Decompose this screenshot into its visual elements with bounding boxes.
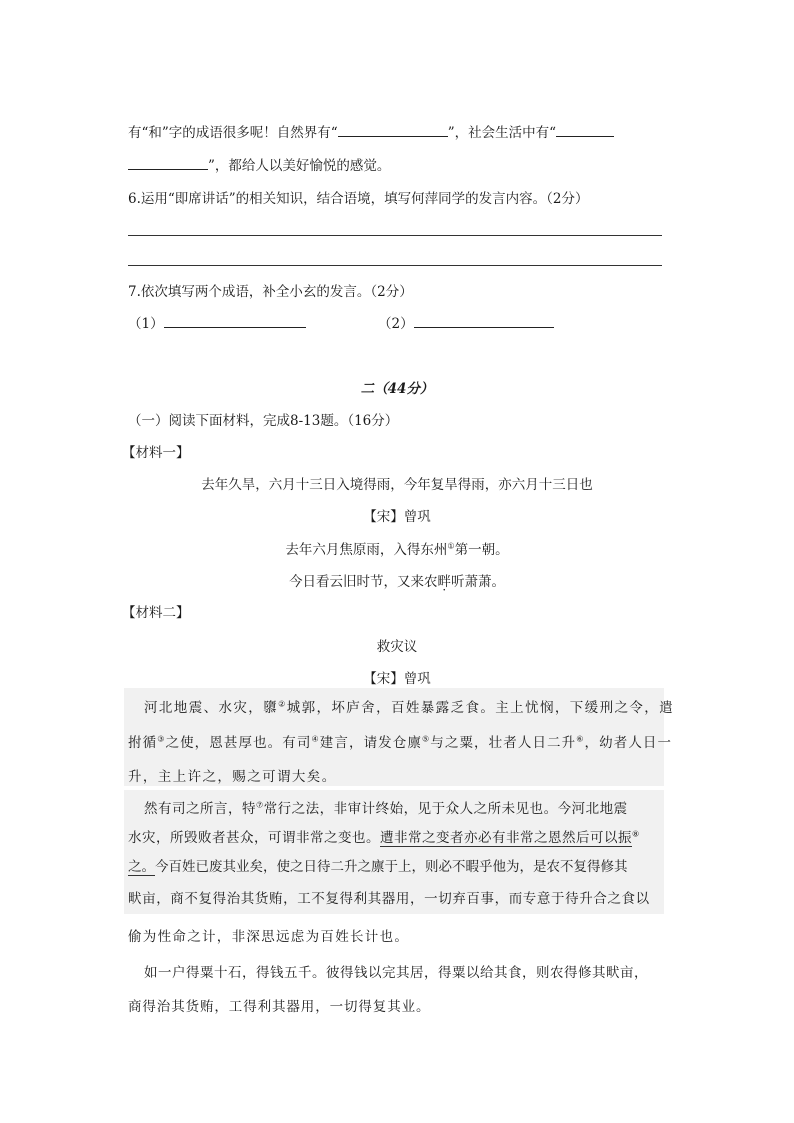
- q5-blank-society-part1[interactable]: [556, 123, 614, 137]
- q6-answer-line-1[interactable]: [128, 235, 662, 236]
- q5-line2-text: ”，都给人以美好愉悦的感觉。: [208, 158, 391, 174]
- p1-l1-a: 河北地震、水灾，隳: [144, 700, 279, 716]
- q5-line1-text-a: 有“和”字的成语很多呢！自然界有“: [128, 125, 338, 141]
- material1-poem-line1: [0, 538, 794, 558]
- material1-poem-title: 去年久旱，六月十三日入境得雨，今年复旱得雨，亦六月十三日也: [201, 477, 593, 493]
- q5-line1-text-b: ”，社会生活中有“: [447, 125, 557, 141]
- q7-blank-2[interactable]: [414, 314, 554, 328]
- footnote-5: ⑤: [421, 734, 431, 744]
- footnote-3: ③: [157, 734, 166, 744]
- section-subtitle: （一）阅读下面材料，完成8-13题。（16分）: [128, 413, 399, 429]
- material2-author: 【宋】曾巩: [363, 671, 431, 687]
- poem-line1-text-a: 去年六月焦原雨，入得东州: [285, 542, 448, 558]
- q7-label-1: （1）: [128, 316, 164, 332]
- q6-answer-line-2[interactable]: [128, 265, 662, 266]
- emphasis-dot-char: 畔: [437, 574, 451, 590]
- poem-line2-text-b: 听萧萧。: [451, 574, 505, 590]
- p2-l1-a: 然有司之所言，特: [144, 801, 256, 817]
- q6-question: 6.运用“即席讲话”的相关知识，结合语境，填写何萍同学的发言内容。（2分）: [128, 191, 589, 207]
- q5-line1: [128, 121, 614, 141]
- material1-label: 【材料一】: [122, 445, 190, 461]
- q5-blank-nature[interactable]: [338, 123, 448, 137]
- q7-question: 7.依次填写两个成语，补全小玄的发言。（2分）: [128, 284, 413, 300]
- p2-l1-b: 常行之法，非审计终始，见于众人之所未见也。今河北地震: [263, 801, 628, 817]
- footnote-7: ⑦: [256, 800, 264, 810]
- p3-line-1: 如一户得粟十石，得钱五千。彼得钱以完其居，得粟以给其食，则农得修其畎亩，: [144, 965, 648, 981]
- p1-l1-b: 城郭，坏庐舍，百姓暴露乏食。主上忧悯，下缓刑之令，遣: [286, 700, 675, 716]
- p1-l2-c: 建言，请发仓廪: [319, 735, 422, 751]
- p2-l3-b: 今百姓已废其业矣，使之日待二升之廪于上，则必不暇乎他为，是农不复得修其: [155, 859, 628, 875]
- p1-l2-b: 之使，恩甚厚也。有司: [165, 735, 312, 751]
- p2-line-2: [128, 826, 640, 846]
- material2-label: 【材料二】: [122, 605, 190, 621]
- p1-line-2: [128, 731, 672, 751]
- section-title: 二（44分）: [360, 381, 434, 397]
- p1-l2-a: 拊循: [128, 735, 158, 751]
- p1-line-3: 升，主上许之，赐之可谓大矣。: [128, 769, 337, 785]
- p2-l2-a: 水灾，所毁败者甚众，可谓非常之变也。: [128, 830, 380, 846]
- q7-label-2: （2）: [378, 316, 414, 332]
- q7-answer-1: [128, 312, 306, 332]
- p2-line-3: [128, 855, 628, 875]
- q5-line2: [128, 154, 390, 174]
- p3-line-2: 商得治其货贿，工得利其器用，一切得复其业。: [128, 999, 431, 1015]
- p1-line-1: [144, 696, 674, 716]
- p1-l2-d: 与之粟，壮者人日二升: [430, 735, 577, 751]
- p2-underlined-sentence-part1: 遭非常之变者亦必有非常之恩然后可以振: [380, 830, 632, 846]
- p2-line-5: 偷为性命之计，非深思远虑为百姓长计也。: [128, 929, 410, 945]
- poem-line1-text-b: 第一朝。: [454, 542, 509, 558]
- material1-author: 【宋】曾巩: [363, 509, 431, 525]
- p1-l2-e: ，幼者人日一: [584, 735, 673, 751]
- q5-blank-society-part2[interactable]: [128, 156, 208, 170]
- footnote-6: ⑥: [576, 734, 585, 744]
- footnote-8: ⑧: [632, 829, 640, 839]
- p2-line-1: [144, 797, 628, 817]
- material1-poem-line2: [0, 570, 794, 590]
- footnote-2: ②: [278, 699, 287, 709]
- material2-title: 救灾议: [376, 639, 418, 655]
- q7-blank-1[interactable]: [164, 314, 306, 328]
- footnote-4: ④: [311, 734, 320, 744]
- footnote-1: ①: [447, 541, 455, 551]
- p2-line-4: 畎亩，商不复得治其货贿，工不复得利其器用，一切弃百事，而专意于待升合之食以: [128, 891, 650, 907]
- poem-line2-text-a: 今日看云旧时节，又来农: [289, 574, 438, 590]
- p2-underlined-sentence-part2: 之。: [128, 859, 155, 875]
- q7-answer-2: [378, 312, 554, 332]
